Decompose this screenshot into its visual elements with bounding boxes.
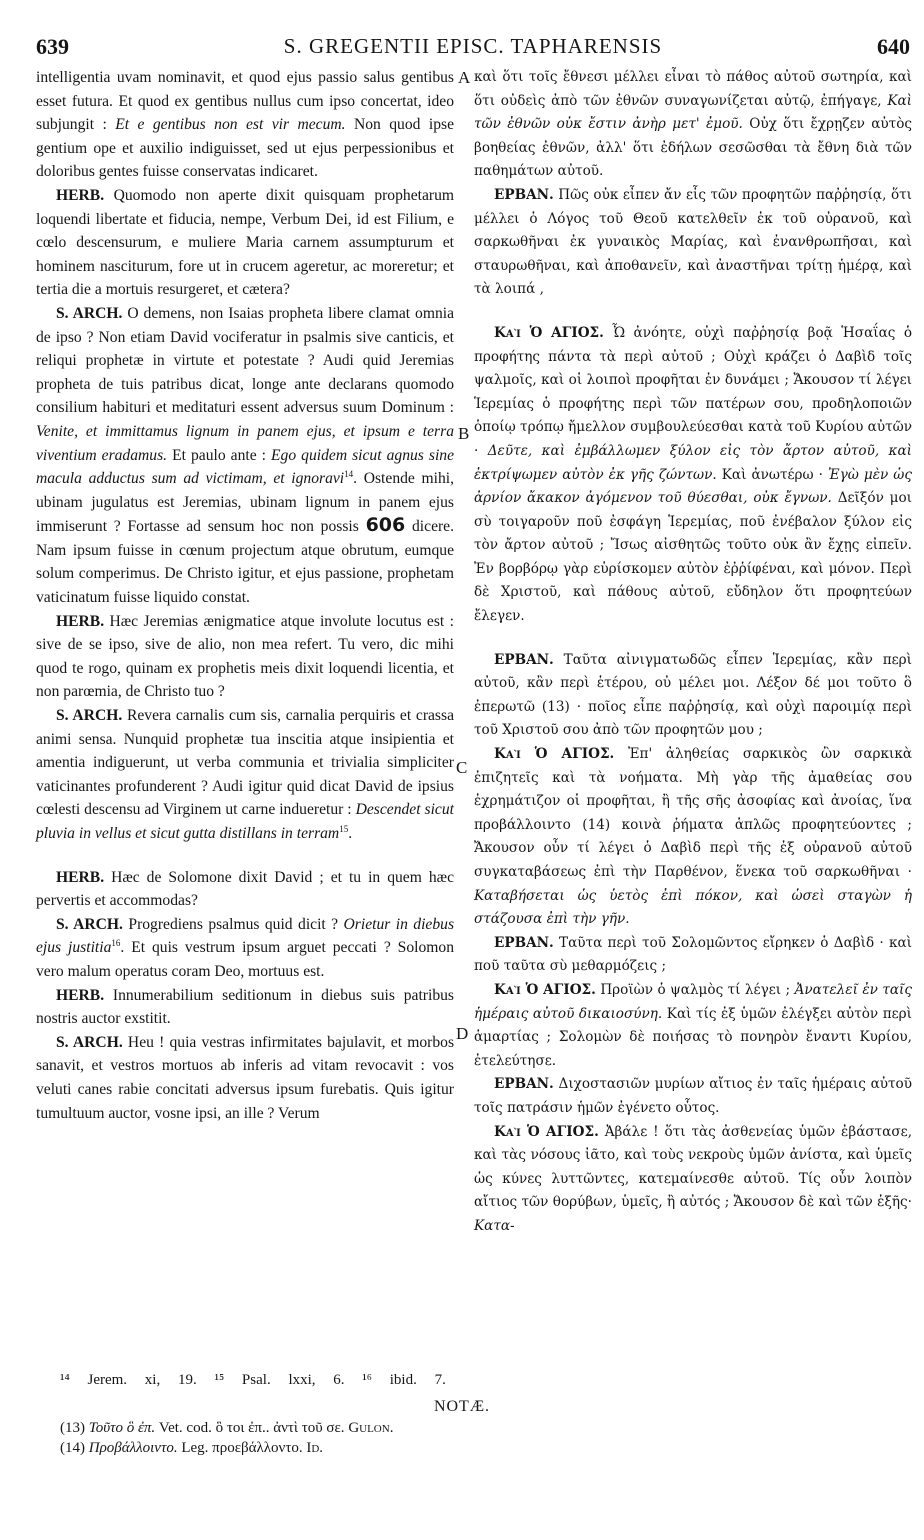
speaker-label: ΕΡΒΑΝ. (494, 651, 554, 668)
footnote-ref: 14 (344, 468, 354, 479)
speaker-label: Καὶ Ὁ ΑΓΙΟΣ. (494, 746, 615, 763)
latin-text: O demens, non Isaias propheta libere clamat omnia de ipso ? Non etiam David vociferatur in psalmis sive canticis, et reliqui prophetæ in virtute et potestate ? Audi quid Jeremias propheta de tuis patribus dicat, longe ante declarans quomodo consilium habituri et meditaturi essent adversus suum Dominum : (36, 304, 454, 417)
latin-quote: Descendet sicut pluvia in vellus et sicut gutta distillans in terram (36, 801, 454, 842)
note-author: Gulon. (348, 1420, 394, 1436)
speaker-label: Καὶ Ὁ ΑΓΙΟΣ. (494, 1123, 599, 1140)
note-lemma: Τοῦτο ὃ ἐπ. (88, 1420, 156, 1436)
latin-paragraph (36, 302, 454, 610)
greek-quote: Καταβήσεται ὡς ὑετὸς ἐπὶ πόκον, καὶ ὡσεὶ σταγὼν ἡ στάζουσα ἐπὶ τὴν γῆν. (474, 887, 912, 928)
latin-paragraph (36, 913, 454, 984)
latin-quote: Venite, et immittamus lignum in panem ejus, et ipsum e terra viventium eradamus. (36, 422, 454, 464)
scripture-references: ¹⁴ Jerem. xi, 19. ¹⁵ Psal. lxxi, 6. ¹⁶ ibid. 7. (60, 1372, 446, 1388)
greek-column (474, 66, 912, 1239)
latin-paragraph (36, 184, 454, 302)
latin-text: dicere. Nam ipsum fuisse in cœnum projectum atque obrutum, eumque solum comperimus. De Christo igitur, et ejus passione, prophetam vaticinatum fuisse liquido constat. (36, 518, 454, 607)
note-author: Id. (306, 1440, 324, 1456)
page-number-left: 639 (36, 34, 69, 59)
greek-quote: Κατα- (474, 1217, 515, 1234)
note-text: Vet. cod. ὃ τοι ἐπ.. ἀντὶ τοῦ σε. (155, 1420, 349, 1436)
greek-quote: Ἐγὼ μὲν ὡς ἀρνίον ἄκακον ἀγόμενον τοῦ θύεσθαι, οὐκ ἔγνων. (474, 466, 912, 507)
latin-quote: Orietur in diebus ejus justitia (36, 915, 455, 957)
speaker-label: HERB. (56, 986, 105, 1004)
latin-text: Non quod ipse gentium ope et auxilio indiguisset, sed ut ejus perpessionibus et doloribus gentes fuisse conservatas indicaret. (36, 116, 454, 181)
margin-letter-c: C (456, 758, 468, 777)
running-header (36, 34, 910, 64)
greek-paragraph (474, 1073, 912, 1120)
speaker-label: Καὶ Ὁ ΑΓΙΟΣ. (494, 324, 604, 341)
page-number-right: 640 (877, 34, 910, 59)
latin-quote: Et e gentibus non est vir mecum. (115, 116, 346, 134)
latin-text: Et paulo ante : (167, 446, 272, 464)
note-text: Leg. προεβάλλοντο. (177, 1440, 307, 1456)
margin-letter-b: B (458, 424, 470, 443)
latin-text: Quomodo non aperte dixit quisquam prophetarum loquendi libertate et fiducia, nempe, Verbum Dei, id est Filium, e cœlo descensurum, e muliere Maria carnem assumpturum et hominem nasciturum, fore ut in crucem ageretur, ac moreretur; et tertia die a mortuis resurgeret, et cætera? (36, 186, 454, 299)
speaker-label: ΕΡΒΑΝ. (494, 186, 554, 203)
note-number: (13) (60, 1420, 85, 1436)
latin-text: Innumerabilium seditionum in diebus suis patribus nostris auctor exstitit. (36, 986, 454, 1028)
greek-text: Ταῦτα περὶ τοῦ Σολομῶντος εἴρηκεν ὁ Δαβὶδ · καὶ ποῦ ταῦτα σὺ μεθαρμόζεις ; (474, 934, 912, 975)
note-14 (60, 1440, 323, 1457)
greek-text: Προϊὼν ὁ ψαλμὸς τί λέγει ; (595, 981, 795, 998)
greek-quote: Δεῦτε, καὶ ἐμβάλλωμεν ξύλον εἰς τὸν ἄρτον αὐτοῦ, καὶ ἐκτρίψωμεν αὐτὸν ἐκ γῆς ζώντων. (474, 442, 912, 483)
greek-text: Καὶ τίς ἐξ ὑμῶν ἐλέγξει αὐτὸν περὶ ἁμαρτίας ; Σολομὼν δὲ ποιήσας τὸ πονηρὸν ἔναντι Κυρίου, ἐτελεύτησε. (474, 1005, 912, 1069)
greek-paragraph (474, 979, 912, 1073)
greek-paragraph (474, 66, 912, 184)
greek-text: Ἀβάλε ! ὅτι τὰς ἀσθενείας ὑμῶν ἐβάστασε, καὶ τὰς νόσους ἰᾶτο, καὶ τοὺς νεκροὺς ὑμῶν ἀνίστα, καὶ ὑμεῖς ὡς κύνες λυττῶντες, κατεμαίνεσθε αὐτοῦ. Τίς οὖν λοιπὸν αἴτιος τῶν θορύβων, ὑμεῖς, ἢ αὐτός ; Ἄκουσον δὲ καὶ τῶν ἑξῆς· (474, 1123, 913, 1211)
greek-text: καὶ ὅτι τοῖς ἔθνεσι μέλλει εἶναι τὸ πάθος αὐτοῦ σωτηρία, καὶ ὅτι οὐδεὶς ἀπὸ τῶν ἐθνῶν συναγωνίζεται αὐτῷ, ἐπήγαγε, (474, 69, 912, 109)
speaker-label: ΕΡΒΑΝ. (494, 934, 554, 951)
latin-paragraph (36, 610, 454, 704)
latin-text: Hæc de Solomone dixit David ; et tu in quem hæc pervertis et accommodas? (36, 868, 454, 910)
margin-letter-a: A (458, 68, 471, 87)
speaker-label: S. ARCH. (56, 304, 123, 322)
greek-paragraph (474, 649, 912, 743)
column-number: 606 (365, 514, 406, 537)
speaker-label: Καὶ Ὁ ΑΓΙΟΣ. (494, 981, 596, 998)
footnote-ref: 16 (111, 938, 121, 949)
latin-text: . Ostende mihi, ubinam jugulatus est Jeremias, ubinam lignum in panem ejus immiserunt ? Fortasse ad sensum hoc non possis (36, 470, 454, 536)
latin-paragraph (36, 704, 454, 846)
speaker-label: ΕΡΒΑΝ. (494, 1076, 554, 1093)
greek-paragraph (474, 932, 912, 979)
note-lemma: Προβάλλοιντο. (88, 1440, 178, 1456)
greek-paragraph (474, 322, 912, 629)
speaker-label: S. ARCH. (56, 915, 123, 933)
latin-column (36, 66, 454, 1125)
greek-paragraph (474, 184, 912, 302)
latin-paragraph (36, 984, 454, 1031)
latin-quote: Ego quidem sicut agnus sine macula adductus sum ad victimam, et ignoravi (36, 446, 455, 488)
notes-heading: NOTÆ. (433, 1398, 491, 1415)
greek-text: Διχοστασιῶν μυρίων αἴτιος ἐν ταῖς ἡμέραις αὐτοῦ τοῖς πατράσιν ἡμῶν ἐγένετο οὗτος. (474, 1076, 912, 1116)
greek-paragraph (474, 1121, 912, 1239)
latin-text: . Et quis vestrum ipsum arguet peccati ? Solomon vero malum operatus coram Deo, mortuus est. (36, 939, 454, 980)
greek-text: Ἐπ' ἀληθείας σαρκικὸς ὢν σαρκικὰ ἐπιζητεῖς καὶ τὰ νοήματα. Μὴ γὰρ τῆς ἀμαθείας σου ἐχρημάτιζον οἱ προφῆται, ἢ τῆς σῆς ἀσοφίας καὶ ἀνοίας, ἵνα προβάλλοιντο (14) κοινὰ ῥήματα ἁπλῶς προφητεύοντες ; Ἄκουσον οὖν τί λέγει ὁ Δαβὶδ περὶ τῆς ἐξ οὐρανοῦ αὐτοῦ συγκαταβάσεως ἐπὶ τὴν Παρθένον, ἕνεκα τοῦ σαρκωθῆναι · (474, 746, 912, 880)
latin-text: Revera carnalis cum sis, carnalia perquiris et crassa animi sensa. Nunquid prophetæ tua inscitia atque insipientia et amentia indiguerunt, ut verba communia et trivialia simpliciter vaticinantes profunderent ? Audi igitur quid dicat David de ipsius cœlesti descensu ad Virginem ut carne indueretur : (36, 707, 454, 819)
note-13 (60, 1420, 393, 1437)
speaker-label: HERB. (56, 868, 105, 886)
latin-text: intelligentia uvam nominavit, et quod ejus passio salus gentibus esset futura. Et quod ex gentibus nullus cum ipso concertat, ideo subjungit : (36, 69, 454, 134)
greek-text: Οὐχ ὅτι ἔχρῃζεν αὐτὸς βοηθείας ἐθνῶν, ἀλλ' ὅτι ἐδήλων σεσῶσθαι τὰ ἔθνη διὰ τῶν παθημάτων αὐτοῦ. (474, 116, 912, 180)
greek-quote: Ἀνατελεῖ ἐν ταῖς ἡμέραις αὐτοῦ δικαιοσύνη. (474, 981, 912, 1022)
latin-paragraph (36, 66, 454, 184)
speaker-label: S. ARCH. (56, 1033, 123, 1051)
speaker-label: HERB. (56, 186, 105, 204)
margin-letter-d: D (456, 1024, 469, 1043)
running-title: S. GREGENTII EPISC. TAPHARENSIS (283, 34, 663, 58)
latin-text: Hæc Jeremias ænigmatice atque involute locutus est : sive de se ipso, sive de alio, non mea refert. Tu vero, dic mihi quod te rogo, quinam ex prophetis meis dixit loquendi licentia, et non parœmia, de Christo tuo ? (36, 612, 454, 701)
latin-paragraph (36, 1031, 454, 1125)
latin-text: Heu ! quia vestras infirmitates bajulavit, et morbos sanavit, et vestros mortuos ab inferis ad vitam revocavit : vos veluti canes rabie concitati adversus ipsum furebatis. Quis igitur tumultuum auctor, vosne ipsi, an ille ? Verum (36, 1033, 455, 1122)
greek-quote: Καὶ τῶν ἐθνῶν οὐκ ἔστιν ἀνὴρ μετ' ἐμοῦ. (474, 92, 912, 133)
greek-paragraph (474, 743, 912, 932)
greek-text: Ταῦτα αἰνιγματωδῶς εἶπεν Ἱερεμίας, κἂν περὶ αὐτοῦ, κἂν περὶ ἑτέρου, οὐ μέλει μοι. Λέξον δέ μοι τοῦτο ὃ ἐπερωτῶ (13) · ποῖος εἶπε παῤῥησίᾳ, καὶ οὐχὶ παροιμίᾳ περὶ τοῦ Χριστοῦ σου ἀπὸ τῶν προφητῶν μου ; (474, 651, 912, 739)
greek-text: Δεῖξόν μοι σὺ τοιγαροῦν ποῦ ἐσφάγη Ἱερεμίας, ποῦ ἐνέβαλον ξύλον εἰς τὸν ἄρτον αὐτοῦ ; Ἴσως αἰσθητῶς τοῦτο οὐκ ἂν ἔχῃς εἰπεῖν. Ἐν βορβόρῳ γὰρ εὑρίσκομεν αὐτὸν ἐῤῥίφέναι, καὶ μόνον. Περὶ δὲ Χριστοῦ, καὶ πάθους αὐτοῦ, εὔδηλον ὅτι προφητεύων ἔλεγεν. (474, 490, 913, 625)
note-number: (14) (60, 1440, 85, 1456)
footnote-ref: 15 (339, 823, 349, 834)
latin-text: . (348, 825, 353, 842)
greek-text: Καὶ ἀνωτέρω · (716, 466, 829, 483)
greek-text: Ὦ ἀνόητε, οὐχὶ παῤῥησίᾳ βοᾷ Ἡσαΐας ὁ προφήτης πάντα τὰ περὶ αὐτοῦ ; Οὐχὶ κράζει ὁ Δαβὶδ τοῖς ψαλμοῖς, καὶ οἱ λοιποὶ προφῆται ἐν δυνάμει ; Ἄκουσον τί λέγει Ἱερεμίας ὁ προφήτης περὶ τῶν πατέρων σου, προδηλοποιῶν ὁποίῳ τρόπῳ ἤμελλον συμβουλεύεσθαι κατὰ τοῦ Κυρίου αὐτῶν · (474, 324, 913, 459)
speaker-label: S. ARCH. (56, 707, 123, 725)
speaker-label: HERB. (56, 612, 105, 630)
greek-text: Πῶς οὐκ εἶπεν ἄν εἷς τῶν προφητῶν παῤῥησίᾳ, ὅτι μέλλει ὁ Λόγος τοῦ Θεοῦ κατελθεῖν ἐκ τοῦ οὐρανοῦ, καὶ σαρκωθῆναι ἐκ γυναικὸς Μαρίας, καὶ ἐνανθρωπῆσαι, καὶ σταυρωθῆναι, καὶ ἀποθανεῖν, καὶ ἀναστῆναι τρίτῃ ἡμέρᾳ, καὶ τὰ λοιπά , (474, 186, 912, 298)
latin-text: Progrediens psalmus quid dicit ? (122, 915, 344, 933)
latin-paragraph (36, 866, 454, 913)
